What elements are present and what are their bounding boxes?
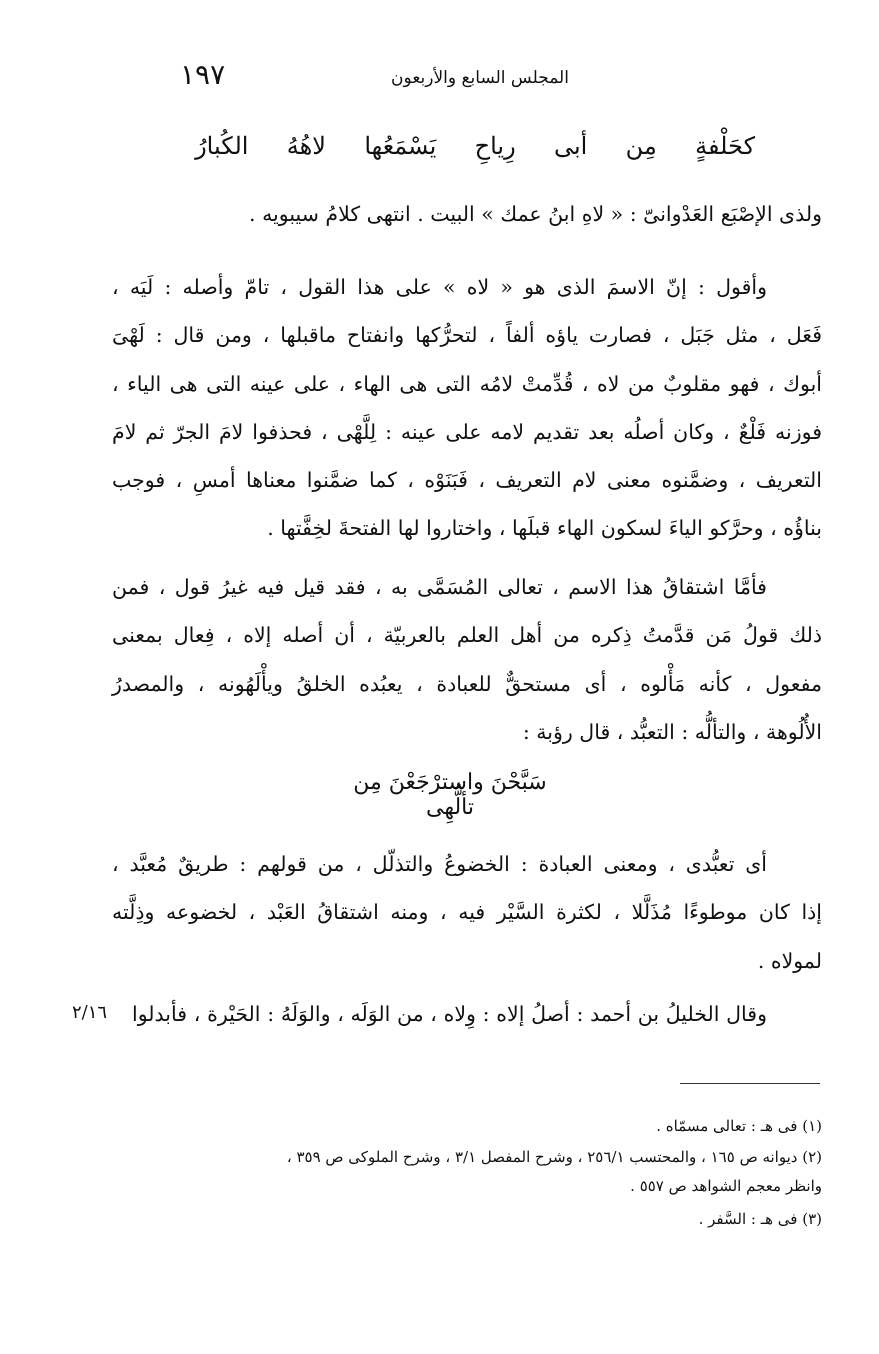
verse-word: رِياحِ	[474, 132, 516, 160]
paragraph	[112, 263, 822, 553]
text-line: وقال الخليلُ بن أحمد : أصلُ إلاه : وِلاه ، من الوَلَه ، والوَلَهُ : الحَيْرة ، فأبدلوا	[132, 1002, 767, 1026]
verse-word: الكُبارُ	[195, 132, 249, 160]
verse-word: كحَلْفةٍ	[695, 132, 755, 160]
text-line: فوزنه فَلْعٌ ، وكان أصلُه بعد تقديم لامه على عينه : لِلَّهْى ، فحذفوا لامَ الجرّ ثم لامَ	[112, 419, 822, 444]
footnote-line: (١) فى هـ : تعالى مسمّاه .	[656, 1117, 822, 1135]
paragraph	[112, 563, 822, 756]
footnote-line: وانظر معجم الشواهد ص ٥٥٧ .	[630, 1177, 822, 1195]
text-line: بناؤُه ، وحرَّكو الياءَ لسكون الهاء قبلَها ، واختاروا لها الفتحةَ لخِفَّتها .	[267, 516, 822, 541]
text-line: ذلك قولُ مَن قدَّمتُ ذِكره من أهل العلم بالعربيّة ، أن أصله إلاه ، فِعال بمعنى	[112, 623, 822, 648]
paragraph	[112, 840, 822, 985]
text-line: ولذى الإصْبَع العَدْوانىّ : « لاهِ ابنُ عمك » البيت . انتهى كلامُ سيبويه .	[249, 202, 822, 226]
footnote-line: (٢) ديوانه ص ١٦٥ ، والمحتسب ٢٥٦/١ ، وشرح المفصل ٣/١ ، وشرح الملوكى ص ٣٥٩ ،	[286, 1148, 822, 1166]
page-number: ١٩٧	[180, 58, 226, 91]
paragraph	[132, 990, 822, 1038]
verse-line	[195, 132, 755, 160]
paragraph	[112, 190, 822, 238]
text-line: فَعَل ، مثل جَبَل ، فصارت ياؤه ألفاً ، لتحرُّكها وانفتاح ماقبلها ، ومن قال : لَهْىَ	[112, 323, 822, 348]
footnote-line: (٣) فى هـ : السَّفر .	[698, 1210, 822, 1228]
running-header: المجلس السابع والأربعون	[391, 68, 569, 88]
text-line: أبوك ، فهو مقلوبٌ من لاه ، قُدِّمتْ لامُه التى هى الهاء ، على عينه التى هى الياء ،	[112, 371, 822, 396]
text-line: إذا كان موطوءًا مُذَلَّلا ، لكثرة السَّيْر فيه ، ومنه اشتقاقُ العَبْد ، لخضوعه وذِلَّته	[112, 900, 822, 925]
text-line: فأمَّا اشتقاقُ هذا الاسم ، تعالى المُسَمَّى به ، فقد قيل فيه غيرُ قول ، فمن	[112, 575, 767, 599]
text-line: أى تعبُّدى ، ومعنى العبادة : الخضوعُ والتذلّل ، من قولهم : طريقٌ مُعبَّد ،	[112, 852, 767, 876]
verse-word: أبى	[553, 132, 588, 160]
footnote	[112, 1112, 822, 1141]
text-line: الأُلُوهة ، والتألُّه : التعبُّد ، قال رؤبة :	[522, 719, 822, 744]
text-line: وأقول : إنّ الاسمَ الذى هو « لاه » على هذا القول ، تامّ وأصله : لَيَه ،	[112, 275, 767, 299]
footnote	[112, 1143, 822, 1201]
verse-word: يَسْمَعُها	[364, 132, 437, 160]
margin-reference: ٢/١٦	[72, 1002, 108, 1023]
text-line: لمولاه .	[757, 948, 822, 973]
footnote-divider	[680, 1083, 820, 1084]
text-line: التعريف ، وضمَّنوه معنى لام التعريف ، فَبَنَوْه ، كما ضمَّنوا معناها أمسِ ، فوجب	[112, 468, 822, 493]
text-line: مفعول ، كأنه مَأْلوه ، أى مستحقٌّ للعبادة ، يعبُده الخلقُ ويأْلَهُونه ، والمصدرُ	[112, 671, 822, 696]
verse-line: سَبَّحْنَ واسترْجَعْنَ مِن تألُّهِى	[353, 770, 547, 820]
footnote	[112, 1205, 822, 1234]
verse-word: مِن	[625, 132, 657, 160]
verse-word: لاهُهُ	[286, 132, 326, 160]
